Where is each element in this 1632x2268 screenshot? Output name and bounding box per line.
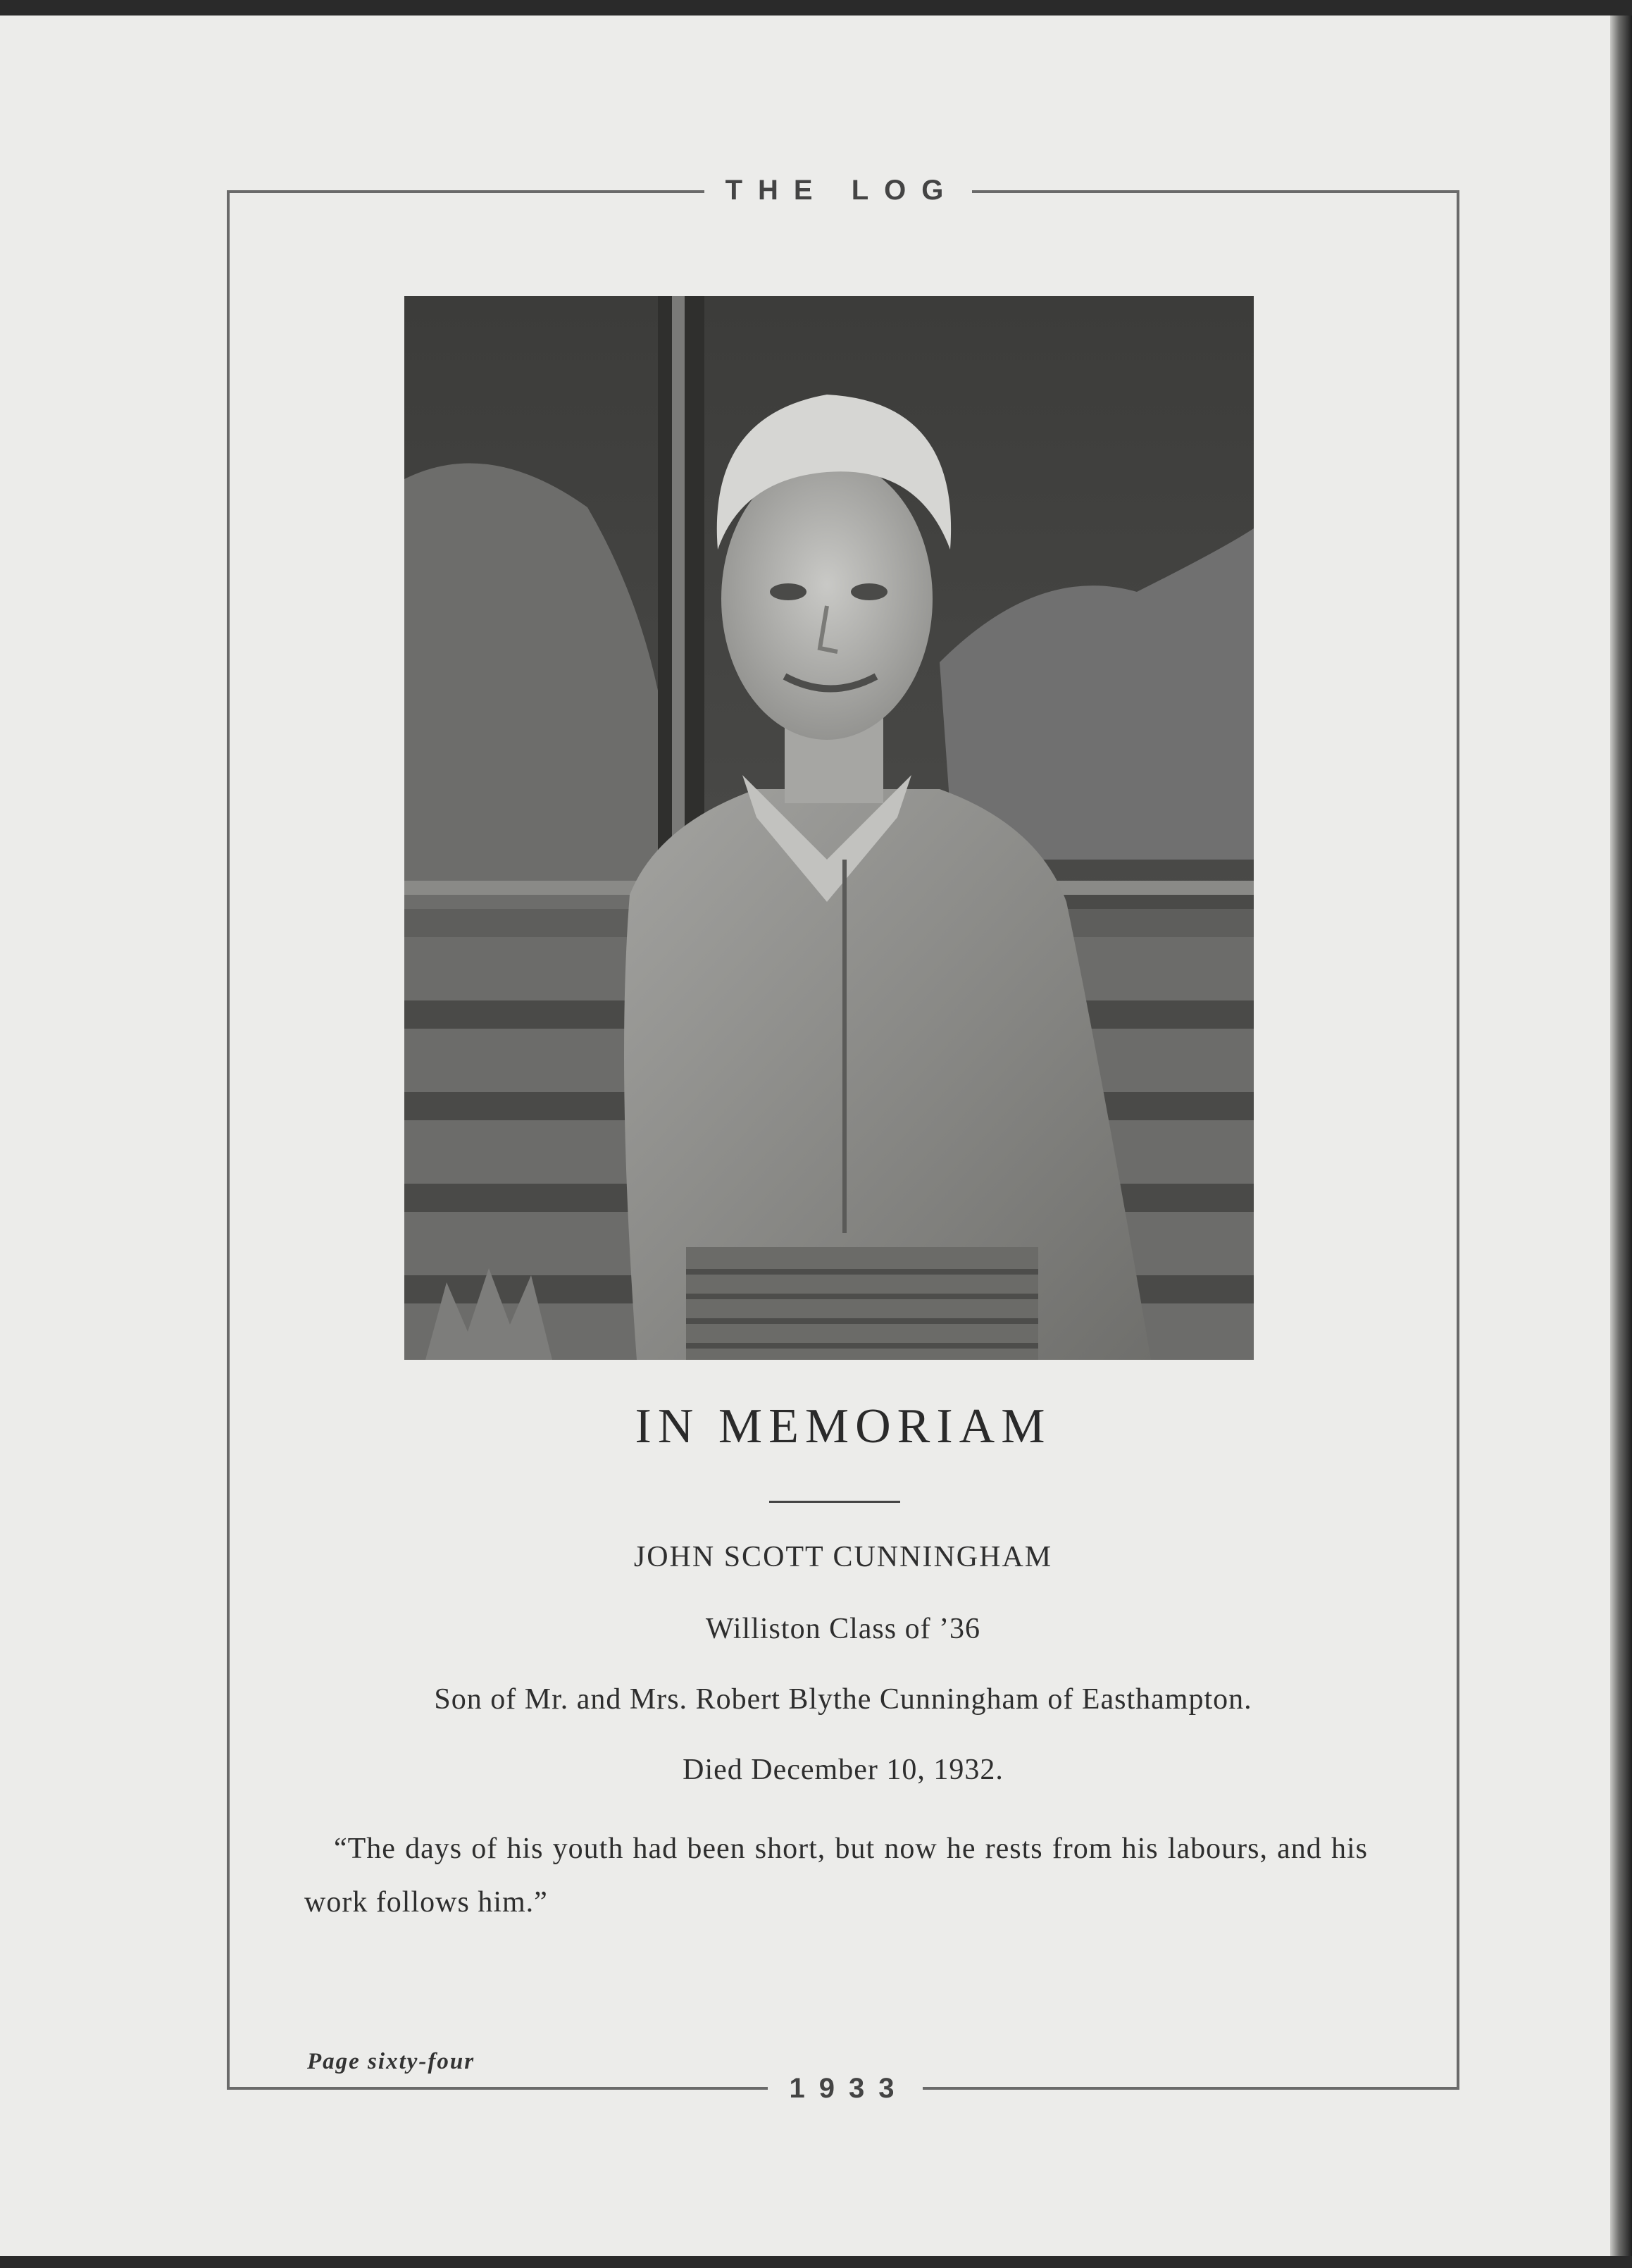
running-foot-year: 1933	[768, 2066, 923, 2111]
death-date: Died December 10, 1932.	[683, 1754, 1004, 1786]
heading-divider	[769, 1501, 900, 1503]
deceased-name: JOHN SCOTT CUNNINGHAM	[633, 1541, 1053, 1573]
memorial-heading: IN MEMORIAM	[635, 1399, 1052, 1454]
page-number-label: Page sixty-four	[307, 2049, 475, 2074]
page-edge-shadow	[1610, 16, 1632, 2256]
portrait-illustration	[404, 296, 1254, 1360]
memorial-quote: “The days of his youth had been short, but now he rests from his labours, and his work follows him.”	[304, 1833, 1368, 1919]
parents-line: Son of Mr. and Mrs. Robert Blythe Cunningham of Easthampton.	[434, 1683, 1252, 1716]
portrait-photo	[404, 296, 1254, 1360]
class-year: Williston Class of ’36	[705, 1613, 981, 1645]
running-head-title: THE LOG	[704, 168, 972, 213]
